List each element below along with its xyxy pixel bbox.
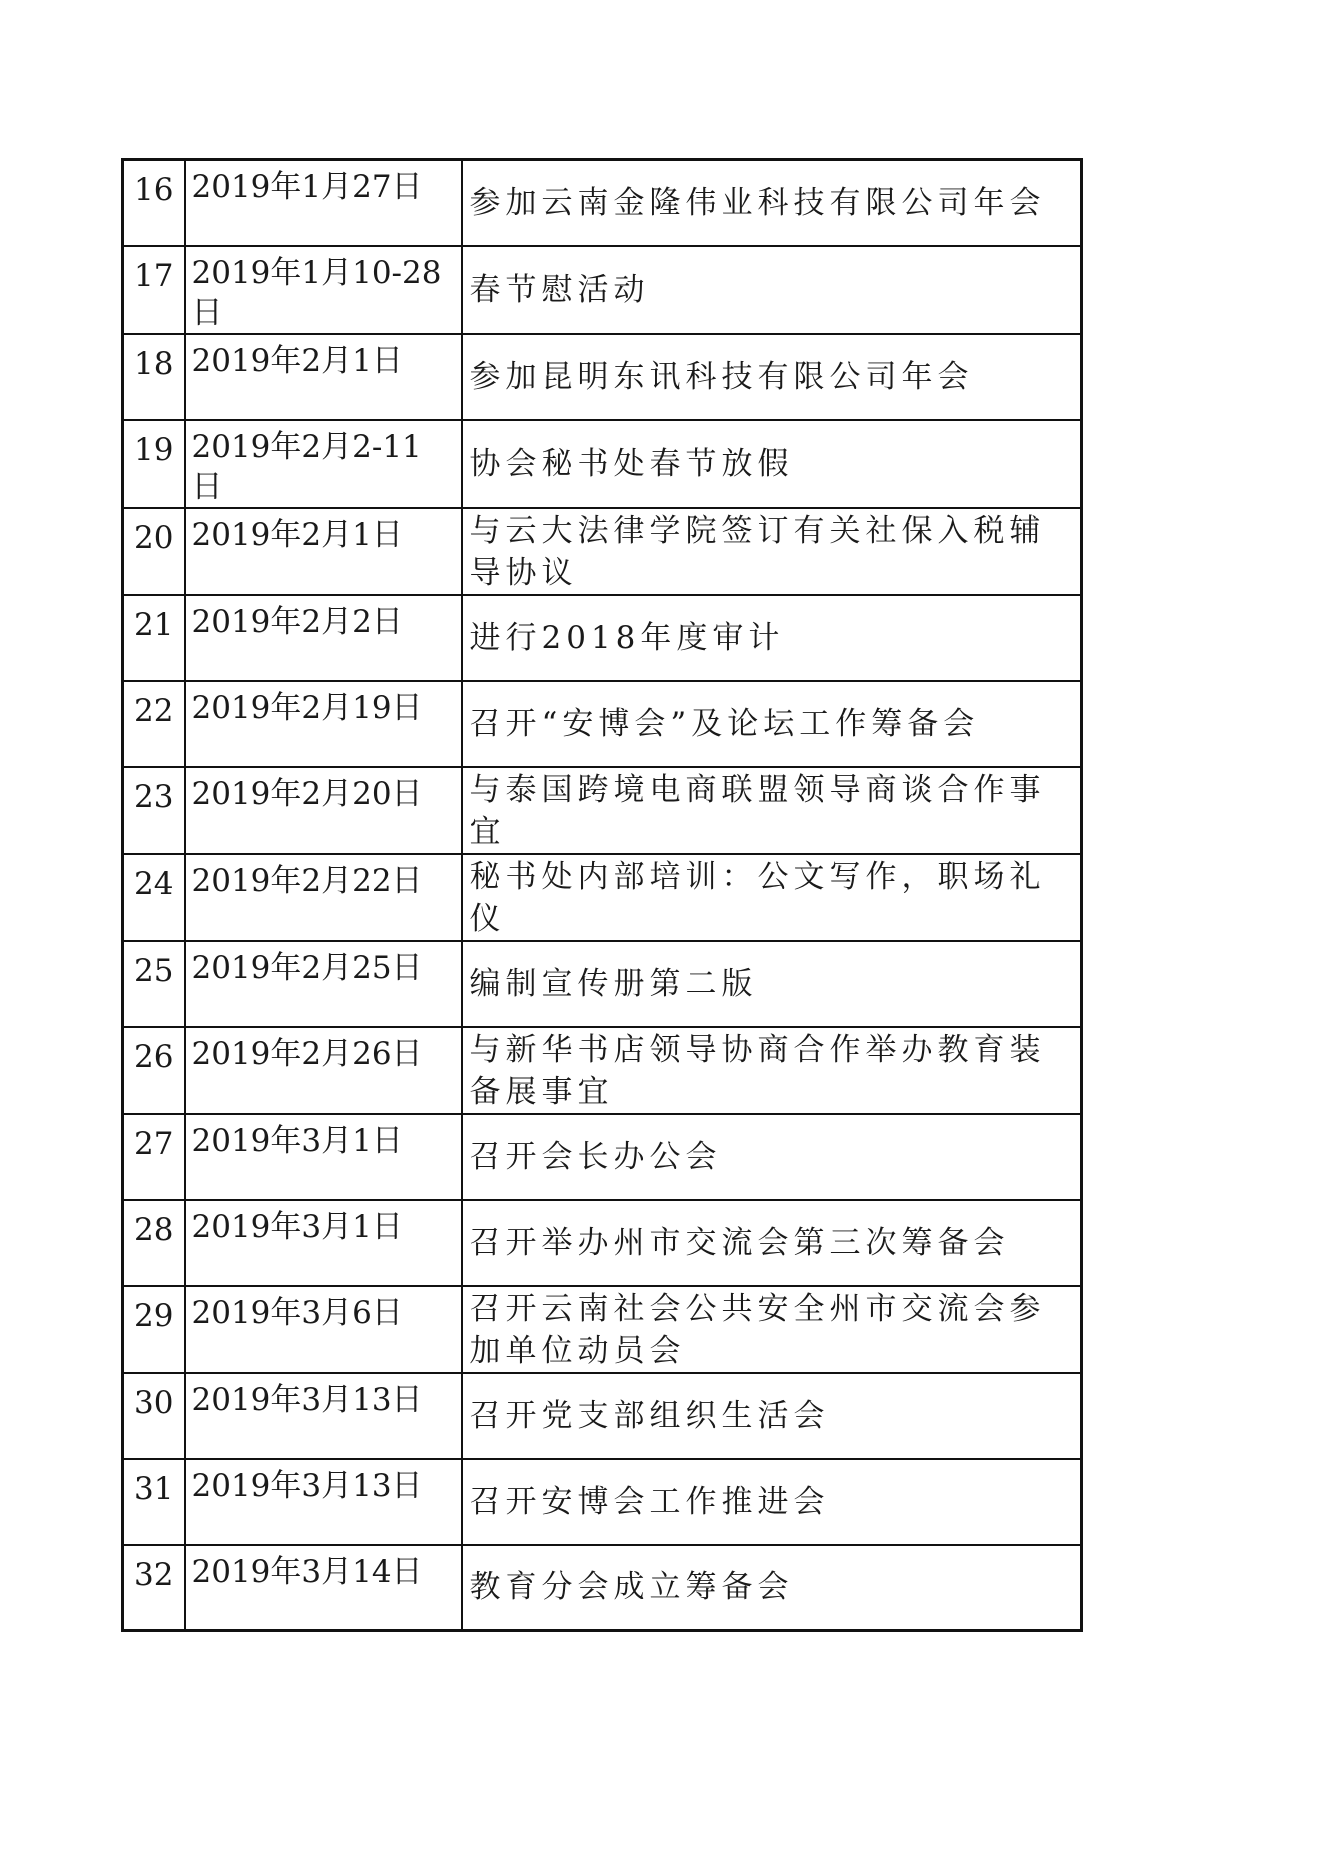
row-event: 召开“安博会”及论坛工作筹备会 [462,681,1082,767]
row-event: 参加云南金隆伟业科技有限公司年会 [462,160,1082,246]
row-number: 17 [123,246,185,334]
row-event: 教育分会成立筹备会 [462,1545,1082,1631]
table-row [123,420,1082,508]
table-row [123,854,1082,941]
row-number: 24 [123,854,185,941]
row-date: 2019年2月25日 [185,941,462,1027]
row-number: 32 [123,1545,185,1631]
row-number: 25 [123,941,185,1027]
row-date: 2019年3月13日 [185,1459,462,1545]
row-number: 16 [123,160,185,246]
row-number: 22 [123,681,185,767]
row-number: 20 [123,508,185,595]
table-row [123,1545,1082,1631]
table-row [123,941,1082,1027]
row-date: 2019年3月13日 [185,1373,462,1459]
table-row [123,1459,1082,1545]
table-row [123,1027,1082,1114]
table-row [123,681,1082,767]
row-event: 与新华书店领导协商合作举办教育装备展事宜 [462,1027,1082,1114]
table-row [123,1286,1082,1373]
table-row [123,767,1082,854]
table-row [123,334,1082,420]
row-date: 2019年3月6日 [185,1286,462,1373]
row-event: 召开安博会工作推进会 [462,1459,1082,1545]
row-date: 2019年2月2-11日 [185,420,462,508]
row-event: 召开举办州市交流会第三次筹备会 [462,1200,1082,1286]
row-event: 进行2018年度审计 [462,595,1082,681]
row-date: 2019年3月1日 [185,1200,462,1286]
row-event: 参加昆明东讯科技有限公司年会 [462,334,1082,420]
row-number: 30 [123,1373,185,1459]
row-date: 2019年2月26日 [185,1027,462,1114]
table-row [123,246,1082,334]
row-event: 编制宣传册第二版 [462,941,1082,1027]
row-event: 召开会长办公会 [462,1114,1082,1200]
row-date: 2019年2月1日 [185,508,462,595]
table-row [123,1373,1082,1459]
row-date: 2019年1月10-28日 [185,246,462,334]
row-number: 26 [123,1027,185,1114]
table-row [123,595,1082,681]
row-date: 2019年2月1日 [185,334,462,420]
row-number: 21 [123,595,185,681]
row-date: 2019年1月27日 [185,160,462,246]
table-row [123,508,1082,595]
table-row [123,160,1082,246]
row-number: 27 [123,1114,185,1200]
row-event: 召开党支部组织生活会 [462,1373,1082,1459]
row-date: 2019年2月20日 [185,767,462,854]
row-date: 2019年2月22日 [185,854,462,941]
table-row [123,1200,1082,1286]
row-number: 19 [123,420,185,508]
row-number: 29 [123,1286,185,1373]
row-number: 31 [123,1459,185,1545]
row-date: 2019年2月19日 [185,681,462,767]
row-date: 2019年2月2日 [185,595,462,681]
row-number: 18 [123,334,185,420]
table-row [123,1114,1082,1200]
schedule-table [121,158,1083,1632]
row-event: 春节慰活动 [462,246,1082,334]
row-number: 28 [123,1200,185,1286]
row-event: 召开云南社会公共安全州市交流会参加单位动员会 [462,1286,1082,1373]
row-event: 协会秘书处春节放假 [462,420,1082,508]
row-event: 与泰国跨境电商联盟领导商谈合作事宜 [462,767,1082,854]
schedule-table-body [123,160,1082,1631]
row-date: 2019年3月1日 [185,1114,462,1200]
row-date: 2019年3月14日 [185,1545,462,1631]
row-event: 秘书处内部培训：公文写作，职场礼仪 [462,854,1082,941]
row-event: 与云大法律学院签订有关社保入税辅导协议 [462,508,1082,595]
row-number: 23 [123,767,185,854]
